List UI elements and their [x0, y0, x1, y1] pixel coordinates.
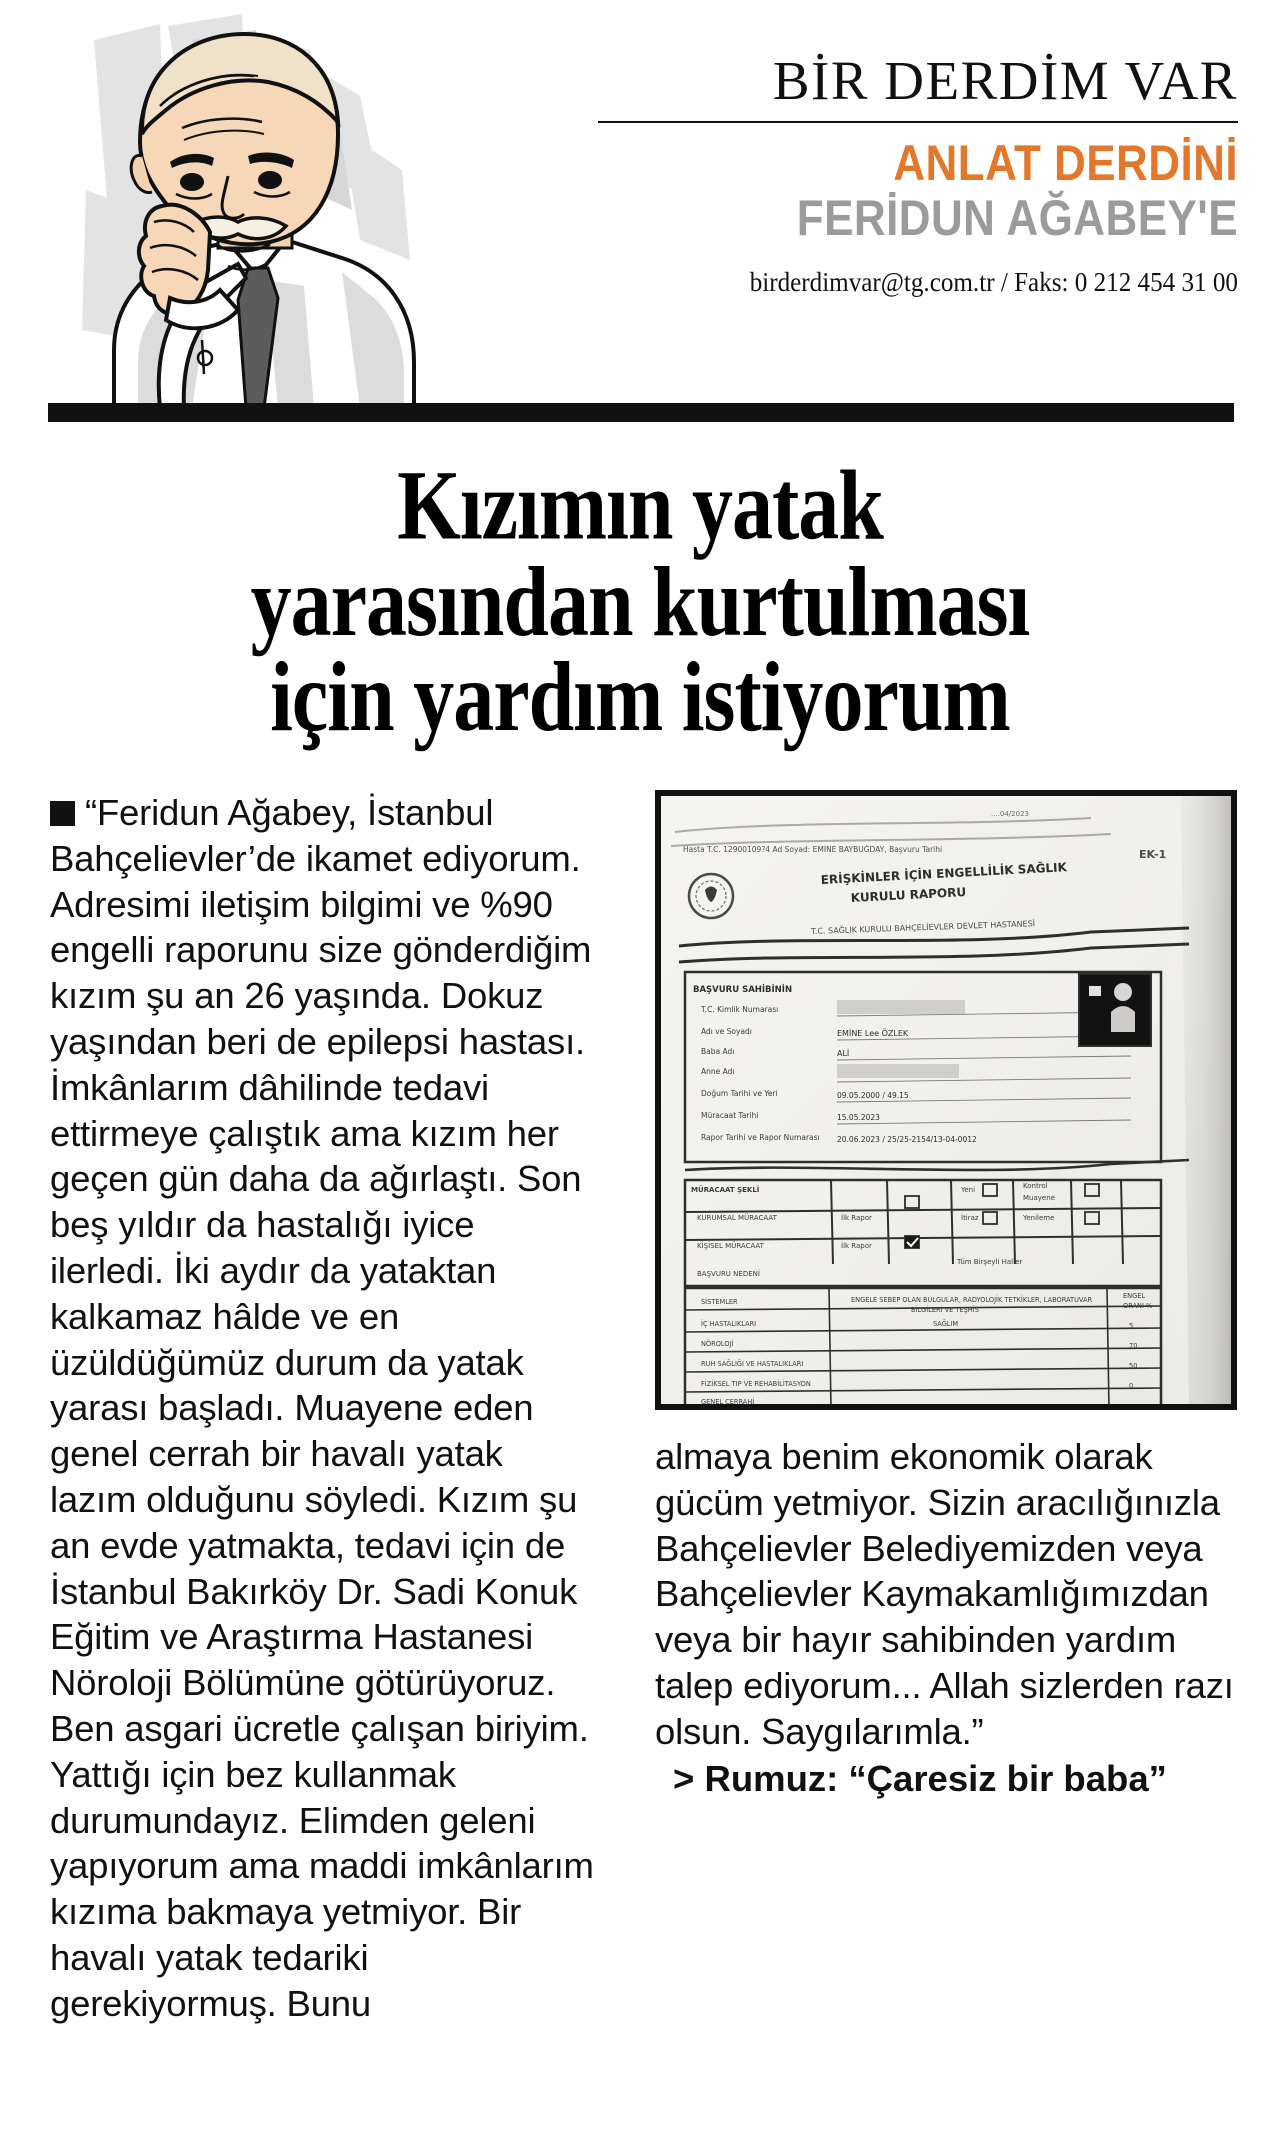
masthead-kicker: BİR DERDİM VAR [772, 50, 1238, 111]
svg-text:RUH SAĞLIĞI VE HASTALIKLARI: RUH SAĞLIĞI VE HASTALIKLARI [701, 1360, 804, 1368]
svg-text:SİSTEMLER: SİSTEMLER [701, 1298, 738, 1306]
svg-text:ORANI %: ORANI % [1123, 1302, 1153, 1310]
svg-text:ENGELE SEBEP OLAN BULGULAR, RA: ENGELE SEBEP OLAN BULGULAR, RADYOLOJİK TETKİKLER, LABORATUVAR [851, 1296, 1093, 1304]
svg-text:....04/2023: ....04/2023 [991, 810, 1029, 818]
svg-text:Kontrol: Kontrol [1023, 1182, 1048, 1190]
svg-text:5: 5 [1129, 1322, 1134, 1330]
svg-text:BAŞVURU SAHİBİNİN: BAŞVURU SAHİBİNİN [693, 985, 793, 995]
svg-text:70: 70 [1129, 1342, 1138, 1350]
svg-text:Adı ve Soyadı: Adı ve Soyadı [701, 1027, 752, 1036]
headline-line-1: Kızımın yatak [397, 449, 883, 561]
article-signoff: > Rumuz: “Çaresiz bir baba” [673, 1757, 1167, 1799]
svg-text:GENEL CERRAHİ: GENEL CERRAHİ [701, 1398, 755, 1404]
article-right-text: almaya benim ekonomik olarak gücüm yetmiyor. Sizin aracılığınızla Bahçelievler Belediyemizden veya Bahçelievler Kaymakamlığımızdan veya bir hayır sahibinden yardım talep ediyorum... Allah sizlerden razı olsun. Saygılarımla.” [655, 1436, 1234, 1752]
svg-text:Muayene: Muayene [1023, 1194, 1055, 1202]
svg-text:EMİNE Lee ÖZLEK: EMİNE Lee ÖZLEK [837, 1029, 909, 1038]
svg-text:Rapor Tarihi ve Rapor Numarası: Rapor Tarihi ve Rapor Numarası [701, 1133, 820, 1142]
svg-text:Müracaat Tarihi: Müracaat Tarihi [701, 1111, 759, 1120]
svg-text:Hasta T.C. 12900109?4 Ad Soyad: Hasta T.C. 12900109?4 Ad Soyad: EMİNE BAYBUĞDAY, Başvuru Tarihi [683, 845, 943, 854]
masthead-thick-rule [48, 403, 1234, 422]
masthead-text [598, 52, 1238, 298]
article-left-paragraph: “Feridun Ağabey, İstanbul Bahçelievler’de ikamet ediyorum. Adresimi iletişim bilgimi ve %90 engelli raporunu size gönderdiğim kızım şu an 26 yaşında. Dokuz yaşından beri de epilepsi hastası. İmkânlarım dâhilinde tedavi ettirmeye çalıştık ama kızım her geçen gün daha da ağırlaştı. Son beş yıldır da hastalığı iyice ilerledi. İki aydır da yataktan kalkamaz hâlde ve en üzüldüğümüz durum da yatak yarası başladı. Muayene eden genel cerrah bir havalı yatak lazım olduğunu söyledi. Kızım şu an evde yatmakta, tedavi için de İstanbul Bakırköy Dr. Sadi Konuk Eğitim ve Araştırma Hastanesi Nöroloji Bölümüne götürüyoruz. Ben asgari ücretle çalışan biriyim. Yattığı için bez kullanmak durumundayız. Elimden geleni yapıyorum ama maddi imkânlarım kızıma bakmaya yetmiyor. Bir havalı yatak tedariki gerekiyormuş. Bunu [50, 792, 594, 2024]
article-left-column [50, 790, 598, 2027]
svg-text:NÖROLOJİ: NÖROLOJİ [701, 1340, 734, 1348]
svg-text:Baba Adı: Baba Adı [701, 1047, 735, 1056]
svg-text:İÇ HASTALIKLARI: İÇ HASTALIKLARI [701, 1320, 757, 1328]
svg-text:KİŞİSEL MÜRACAAT: KİŞİSEL MÜRACAAT [697, 1242, 764, 1250]
masthead-feridun-line: FERİDUN AĞABEY'E [796, 190, 1238, 247]
svg-text:0: 0 [1129, 1382, 1134, 1390]
svg-text:Tüm Birşeyli Haller: Tüm Birşeyli Haller [957, 1258, 1023, 1266]
headline-line-3: için yardım istiyorum [270, 641, 1010, 753]
svg-text:Anne Adı: Anne Adı [701, 1067, 735, 1076]
svg-text:MÜRACAAT ŞEKLİ: MÜRACAAT ŞEKLİ [691, 1186, 760, 1194]
svg-text:İlk Rapor: İlk Rapor [841, 1242, 872, 1250]
svg-text:BAŞVURU NEDENİ: BAŞVURU NEDENİ [697, 1270, 760, 1278]
svg-text:ENGEL: ENGEL [1123, 1292, 1146, 1300]
svg-text:İtiraz: İtiraz [961, 1214, 979, 1222]
page-title [22, 449, 1258, 753]
article-left-text [50, 790, 598, 2027]
svg-text:T.C. SAĞLIK KURULU BAHÇELİEVLE: T.C. SAĞLIK KURULU BAHÇELİEVLER DEVLET HASTANESİ [810, 919, 1036, 936]
svg-text:KURULU RAPORU: KURULU RAPORU [850, 884, 967, 905]
svg-text:09.05.2000 / 49.15: 09.05.2000 / 49.15 [837, 1091, 909, 1100]
svg-text:50: 50 [1129, 1362, 1138, 1370]
svg-text:FİZİKSEL TIP VE REHABİLİTASYON: FİZİKSEL TIP VE REHABİLİTASYON [701, 1380, 811, 1388]
masthead-divider [598, 121, 1238, 123]
svg-text:ALİ: ALİ [837, 1049, 850, 1058]
masthead-anlat-line: ANLAT DERDİNİ [893, 135, 1238, 192]
svg-text:20.06.2023 / 25/25-2154/13-04-: 20.06.2023 / 25/25-2154/13-04-0012 [837, 1135, 977, 1144]
svg-text:ERİŞKİNLER İÇİN ENGELLİLİK SAĞ: ERİŞKİNLER İÇİN ENGELLİLİK SAĞLIK [820, 860, 1068, 887]
svg-text:Yenileme: Yenileme [1023, 1214, 1055, 1222]
svg-text:KURUMSAL MÜRACAAT: KURUMSAL MÜRACAAT [697, 1214, 777, 1222]
feridun-agabey-illustration [42, 10, 472, 408]
masthead [0, 0, 1280, 418]
article-right-column [655, 790, 1237, 1800]
svg-text:BİLGİLERİ VE TEŞHİS: BİLGİLERİ VE TEŞHİS [911, 1306, 979, 1314]
svg-text:Yeni: Yeni [961, 1186, 976, 1194]
masthead-contact: birderdimvar@tg.com.tr / Faks: 0 212 454 31 00 [749, 266, 1238, 297]
svg-text:İlk Rapor: İlk Rapor [841, 1214, 872, 1222]
headline-line-2: yarasından kurtulması [250, 545, 1030, 657]
bullet-square-icon [50, 801, 75, 826]
svg-text:EK-1: EK-1 [1139, 848, 1167, 861]
svg-text:SAĞLIM: SAĞLIM [933, 1320, 959, 1328]
disability-report-photo [655, 790, 1237, 1410]
svg-text:Doğum Tarihi ve Yeri: Doğum Tarihi ve Yeri [701, 1089, 778, 1098]
svg-text:15.05.2023: 15.05.2023 [837, 1113, 880, 1122]
svg-text:T.C. Kimlik Numarası: T.C. Kimlik Numarası [701, 1005, 779, 1014]
